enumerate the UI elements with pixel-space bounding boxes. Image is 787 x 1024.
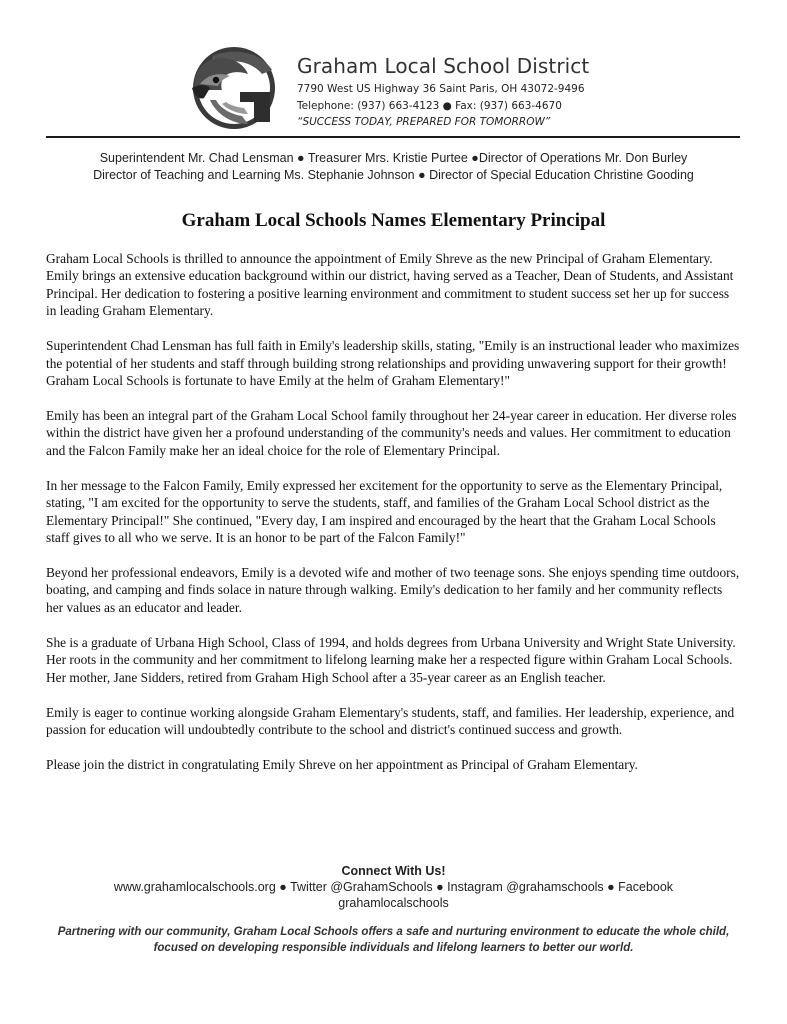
- district-address: 7790 West US Highway 36 Saint Paris, OH 43072-9496: [297, 83, 585, 95]
- paragraph: Superintendent Chad Lensman has full faith in Emily's leadership skills, stating, "Emily is an instructional leader who maximizes the potential of her students and staff through building strong relationships and providing unwavering support for their growth! Graham Local Schools is fortunate to have Emily at the helm of Graham Elementary!": [46, 338, 740, 389]
- footer-connect-heading: Connect With Us!: [341, 864, 446, 878]
- district-motto: “SUCCESS TODAY, PREPARED FOR TOMORROW”: [297, 116, 551, 128]
- paragraph: Emily is eager to continue working alongside Graham Elementary's students, staff, and families. Her leadership, experience, and passion for education will undoubtedly contribute to the school and district's continued success and growth.: [46, 704, 735, 738]
- staff-line-1: Superintendent Mr. Chad Lensman ● Treasurer Mrs. Kristie Purtee ●Director of Operations Mr. Don Burley: [99, 151, 688, 165]
- footer-mission-statement: Partnering with our community, Graham Local Schools offers a safe and nurturing environment to educate the whole child, focused on developing responsible individuals and lifelong learners to better our world.: [57, 926, 730, 954]
- staff-line-2: Director of Teaching and Learning Ms. Stephanie Johnson ● Director of Special Education Christine Gooding: [93, 168, 694, 182]
- falcon-g-logo-icon: [182, 44, 282, 132]
- article-title: Graham Local Schools Names Elementary Principal: [181, 210, 606, 231]
- header-divider: [46, 136, 740, 138]
- paragraph: Please join the district in congratulating Emily Shreve on her appointment as Principal of Graham Elementary.: [46, 757, 638, 773]
- district-name: Graham Local School District: [297, 54, 590, 78]
- paragraph: Beyond her professional endeavors, Emily is a devoted wife and mother of two teenage sons. She enjoys spending time outdoors, boating, and camping and finds solace in nature through walking. Emily's dedication to her family and her community reflects her values as an educator and leader.: [46, 565, 740, 615]
- letterhead: [0, 0, 787, 140]
- footer-social-links: www.grahamlocalschools.org ● Twitter @GrahamSchools ● Instagram @grahamschools ● Facebook grahamlocalschools: [113, 880, 674, 910]
- paragraph: Graham Local Schools is thrilled to announce the appointment of Emily Shreve as the new Principal of Graham Elementary. Emily brings an extensive education background within our district, having served as a Teacher, Dean of Students, and Assistant Principal. Her dedication to fostering a positive learning environment and commitment to student success set her up for success in leading Graham Elementary.: [46, 251, 734, 319]
- article-body: [46, 250, 740, 791]
- district-phone-fax: Telephone: (937) 663-4123 ● Fax: (937) 663-4670: [297, 100, 562, 112]
- paragraph: Emily has been an integral part of the Graham Local School family throughout her 24-year career in education. Her diverse roles within the district have given her a profound understanding of the community's needs and values. Her commitment to education and the Falcon Family make her an ideal choice for the role of Elementary Principal.: [46, 408, 737, 458]
- paragraph: In her message to the Falcon Family, Emily expressed her excitement for the opportunity to serve as the Elementary Principal, stating, "I am excited for the opportunity to serve the students, staff, and families of the Graham Local School district as the Elementary Principal!" She continued, "Every day, I am inspired and encouraged by the heart that the Graham Local Schools staff gives to all who we serve. It is an honor to be part of the Falcon Family!": [46, 477, 723, 546]
- paragraph: She is a graduate of Urbana High School, Class of 1994, and holds degrees from Urbana University and Wright State University. Her roots in the community and her commitment to lifelong learning make her a respected figure within Graham Local Schools. Her mother, Jane Sidders, retired from Graham High School after a 35-year career as an English teacher.: [46, 634, 736, 685]
